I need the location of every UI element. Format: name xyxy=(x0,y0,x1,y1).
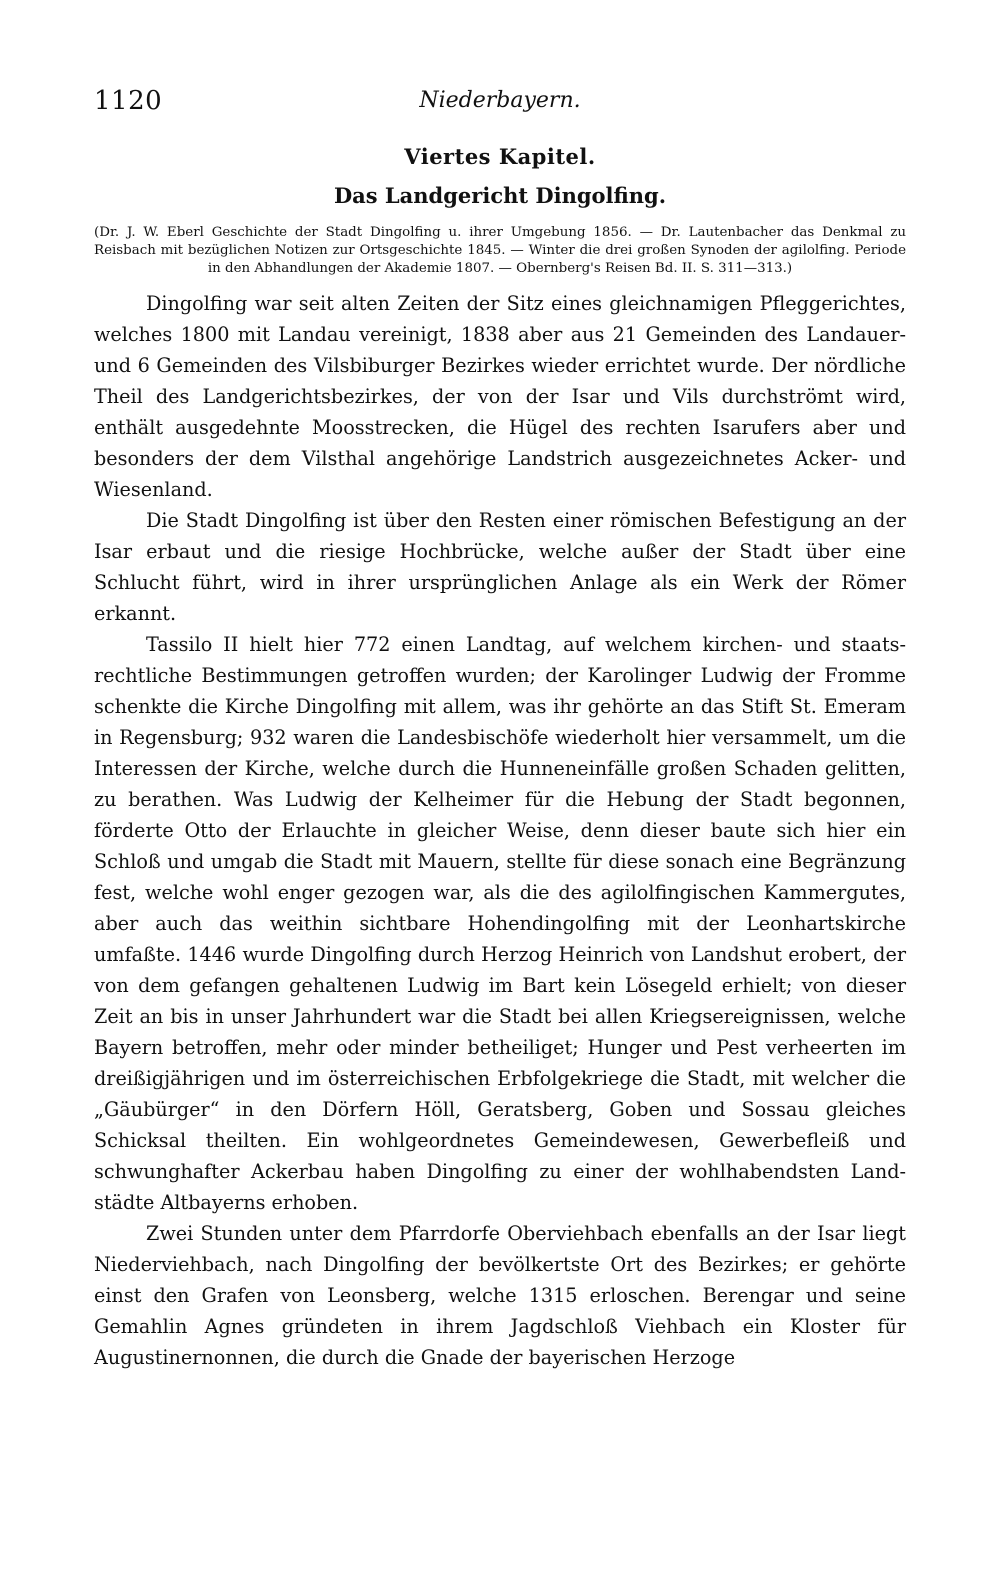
sources-note: (Dr. J. W. Eberl Geschichte der Stadt Dingolfing u. ihrer Umgebung 1856. — Dr. Lautenbacher das Denkmal zu Reisbach mit bezüglichen Notizen zur Ortsgeschichte 1845. — Winter die drei großen Synoden der agilolfing. Periode in den Abhandlungen der Akademie 1807. — Obernberg's Reisen Bd. II. S. 311—313.) xyxy=(94,225,906,276)
page-number: 1120 xyxy=(94,86,163,116)
body-text xyxy=(94,288,906,1373)
paragraph-history: Tassilo II hielt hier 772 einen Landtag, auf welchem kirchen- und staatsrechtliche Bestimmungen getroffen wurden; der Karolinger Ludwig der Fromme schenkte die Kirche Dingolfing mit allem, was ihr gehörte an das Stift St. Emeram in Regensburg; 932 waren die Landesbischöfe wiederholt hier versammelt, um die Interessen der Kirche, welche durch die Hunneneinfälle großen Schaden gelitten, zu berathen. Was Ludwig der Kelheimer für die Hebung der Stadt begonnen, förderte Otto der Erlauchte in gleicher Weise, denn dieser baute sich hier ein Schloß und umgab die Stadt mit Mauern, stellte für diese sonach eine Begränzung fest, welche wohl enger gezogen war, als die des agilolfingischen Kammergutes, aber auch das weithin sichtbare Hohendingolfing mit der Leonhartskirche umfaßte. 1446 wurde Dingolfing durch Herzog Heinrich von Landshut erobert, der von dem gefangen gehaltenen Ludwig im Bart kein Lösegeld erhielt; von dieser Zeit an bis in unser Jahrhundert war die Stadt bei allen Kriegsereignissen, welche Bayern betroffen, mehr oder minder betheiliget; Hunger und Pest verheerten im dreißigjährigen und im österreichischen Erbfolgekriege die Stadt, mit welcher die „Gäubürger“ in den Dörfern Höll, Geratsberg, Goben und Sossau gleiches Schicksal theilten. Ein wohlgeordnetes Gemeindewesen, Gewerbefleiß und schwunghafter Ackerbau haben Dingolfing zu einer der wohlhabendsten Landstädte Altbayerns erhoben. xyxy=(94,633,906,1214)
chapter-heading: Viertes Kapitel. xyxy=(404,144,596,169)
running-head xyxy=(94,86,906,126)
paragraph-dingolfing-intro: Dingolfing war seit alten Zeiten der Sitz eines gleichnamigen Pfleggerichtes, welches 1800 mit Landau vereinigt, 1838 aber aus 21 Gemeinden des Landauer- und 6 Gemeinden des Vilsbiburger Bezirkes wieder errichtet wurde. Der nördliche Theil des Landgerichtsbezirkes, der von der Isar und Vils durchströmt wird, enthält ausgedehnte Moosstrecken, die Hügel des rechten Isarufers aber und besonders der dem Vilsthal angehörige Landstrich ausgezeichnetes Acker- und Wiesenland. xyxy=(94,292,906,501)
running-title: Niederbayern. xyxy=(419,88,581,113)
paragraph-stadt-dingolfing: Die Stadt Dingolfing ist über den Resten einer römischen Befestigung an der Isar erbaut und die riesige Hochbrücke, welche außer der Stadt über eine Schlucht führt, wird in ihrer ursprünglichen Anlage als ein Werk der Römer erkannt. xyxy=(94,509,906,625)
paragraph-niederviehbach: Zwei Stunden unter dem Pfarrdorfe Oberviehbach ebenfalls an der Isar liegt Niederviehbach, nach Dingolfing der bevölkertste Ort des Bezirkes; er gehörte einst den Grafen von Leonsberg, welche 1315 erloschen. Berengar und seine Gemahlin Agnes gründeten in ihrem Jagdschloß Viehbach ein Kloster für Augustinernonnen, die durch die Gnade der bayerischen Herzoge xyxy=(94,1222,906,1369)
section-heading: Das Landgericht Dingolfing. xyxy=(333,183,667,208)
book-page xyxy=(94,86,906,1373)
